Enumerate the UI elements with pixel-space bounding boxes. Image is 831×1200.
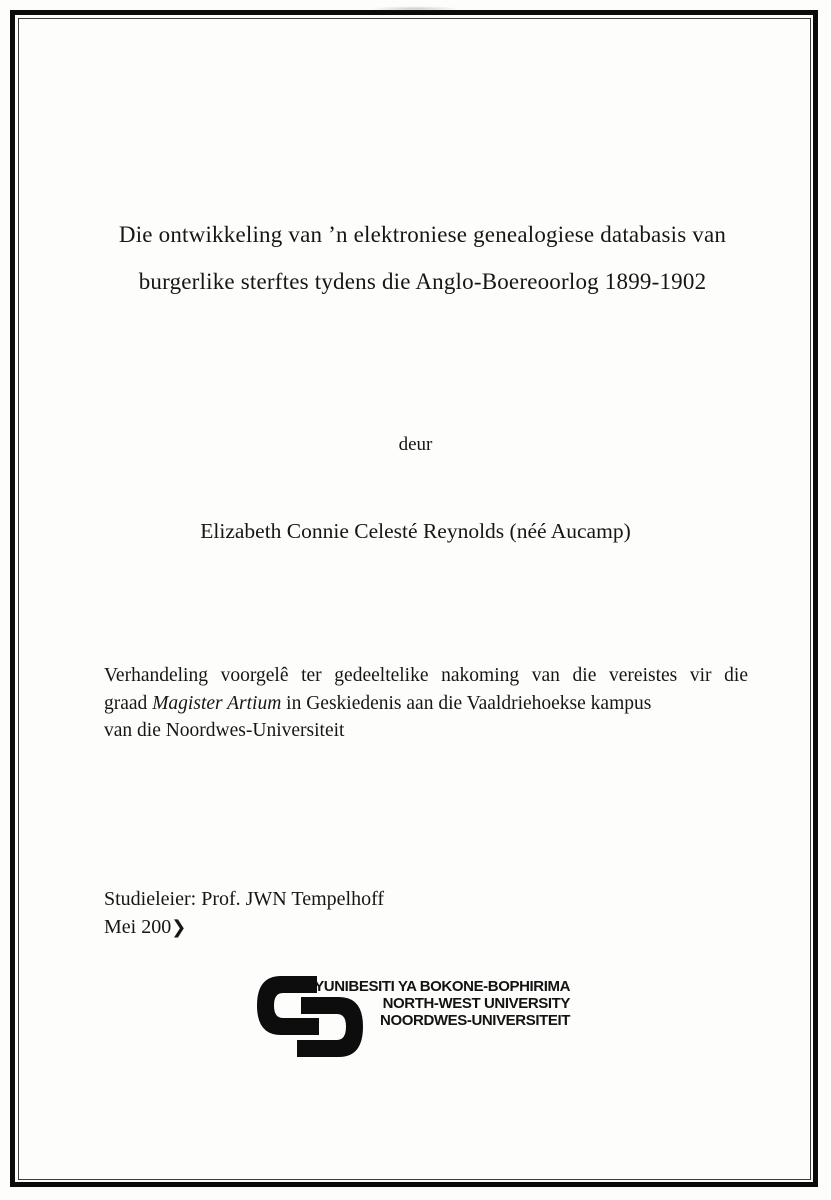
- degree-statement: [104, 662, 748, 745]
- author-name: Elizabeth Connie Celesté Reynolds (néé Aucamp): [200, 519, 631, 543]
- supervisor-line: Studieleier: Prof. JWN Tempelhoff: [104, 888, 385, 910]
- degree-statement-line-2-pre: graad: [104, 692, 153, 714]
- degree-statement-line-1: Verhandeling voorgelê ter gedeeltelike nakoming van die vereistes vir die: [104, 665, 748, 686]
- date-glyph-seven: ❯: [171, 916, 186, 938]
- university-wordmark: [278, 978, 570, 1030]
- thesis-title-line-2: burgerlike sterftes tydens die Anglo-Boereoorlog 1899-1902: [138, 269, 707, 294]
- wordmark-line-english: NORTH-WEST UNIVERSITY: [382, 995, 570, 1013]
- thesis-title: [36, 211, 809, 305]
- date-text: Mei 200: [104, 915, 172, 938]
- supervisor-block: [104, 886, 384, 941]
- degree-statement-line-3: van die Noordwes-Universiteit: [104, 720, 345, 742]
- degree-name-italic: Magister Artium: [152, 692, 282, 714]
- thesis-title-line-1: Die ontwikkeling van ’n elektroniese genealogiese databasis van: [118, 222, 727, 247]
- wordmark-line-afrikaans: NOORDWES-UNIVERSITEIT: [380, 1012, 570, 1030]
- degree-statement-line-2: [104, 690, 748, 718]
- byline-deur: deur: [398, 434, 433, 455]
- scan-smudge: [370, 6, 460, 12]
- wordmark-line-setswana: YUNIBESITI YA BOKONE-BOPHIRIMA: [314, 978, 570, 995]
- degree-statement-line-2-post: in Geskiedenis aan die Vaaldriehoekse kampus: [281, 692, 652, 714]
- date-line: [104, 914, 384, 942]
